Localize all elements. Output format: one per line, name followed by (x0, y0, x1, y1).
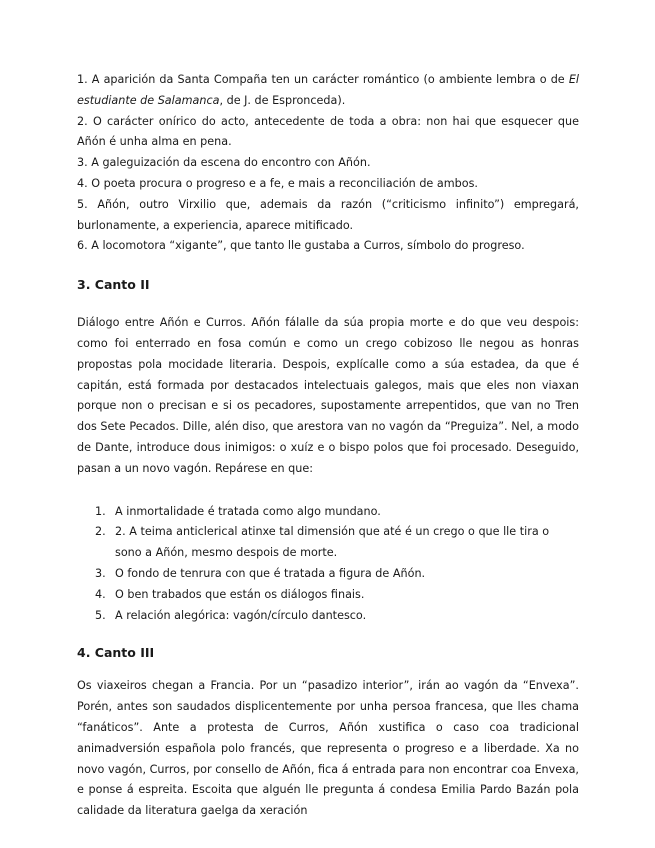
canto2-list-item (95, 585, 579, 606)
intro-item-1-text: 1. A aparición da Santa Compaña ten un carácter romántico (o ambiente lembra o de (77, 73, 569, 86)
canto3-paragraph: Os viaxeiros chegan a Francia. Por un “pasadizo interior”, irán ao vagón da “Envexa”. Porén, antes son saudados displicentemente por unha persoa francesa, que lles chama “fanáticos”. Ante a protesta de Curros, Añón xustifica o caso coa tradicional animadversión española polo francés, que representa o progreso e a liberdade. Xa no novo vagón, Curros, por consello de Añón, fica á entrada para non encontrar coa Envexa, e ponse á espreita. Escoita que alguén lle pregunta á condesa Emilia Pardo Bazán pola calidade da literatura gaelga da xeración (77, 679, 579, 818)
list-item-number: 2. (95, 525, 106, 539)
canto2-paragraph: Diálogo entre Añón e Curros. Añón fálalle da súa propia morte e do que veu despois: como foi enterrado en fosa común e como un crego cobizoso lle negou as honras propostas pola mocidade literaria. Despois, explícalle como a súa estadea, da que é capitán, está formada por destacados intelectuais galegos, mais que eles non viaxan porque non o precisan e si os pecadores, supostamente arrepentidos, que van no Tren dos Sete Pecados. Dille, alén diso, que arestora van no vagón da “Preguiza”. Nel, a modo de Dante, introduce dous inimigos: o xuíz e o bispo polos que foi procesado. Deseguido, pasan a un novo vagón. Repárese en que: (77, 316, 579, 475)
list-item-number: 5. (95, 608, 106, 622)
canto2-list-item (95, 606, 579, 627)
canto2-list (77, 502, 579, 627)
intro-list (77, 70, 579, 257)
canto2-list-item (95, 502, 579, 523)
list-item-text: O fondo de tenrura con que é tratada a figura de Añón. (115, 566, 426, 580)
canto3-heading: 4. Canto III (77, 645, 155, 661)
canto2-list-item (95, 564, 579, 585)
canto2-list-item (95, 522, 579, 564)
intro-item-1-italic-title: El estudiante de Salamanca (77, 73, 579, 107)
list-item-text: O ben trabados que están os diálogos finais. (115, 587, 365, 601)
list-item-text: A inmortalidade é tratada como algo mundano. (115, 504, 381, 518)
intro-item-5: 5. Añón, outro Virxilio que, ademais da razón (“criticismo infinito”) empregará, burlonamente, a experiencia, aparece mitificado. (77, 197, 579, 232)
intro-item-1 (77, 70, 579, 112)
list-item-text: A relación alegórica: vagón/círculo dantesco. (115, 608, 367, 622)
intro-item-6: 6. A locomotora “xigante”, que tanto lle gustaba a Curros, símbolo do progreso. (77, 239, 525, 253)
list-item-text: 2. A teima anticlerical atinxe tal dimensión que até é un crego o que lle tira o sono a Añón, mesmo despois de morte. (115, 525, 550, 560)
list-item-number: 3. (95, 566, 106, 580)
intro-item-1-text-end: , de J. de Espronceda). (219, 93, 346, 107)
intro-item-4: 4. O poeta procura o progreso e a fe, e mais a reconciliación de ambos. (77, 176, 478, 190)
list-item-number: 1. (95, 504, 106, 518)
intro-item-2: 2. O carácter onírico do acto, antecedente de toda a obra: non hai que esquecer que Añón é unha alma en pena. (77, 114, 579, 149)
intro-item-3: 3. A galeguización da escena do encontro con Añón. (77, 156, 371, 170)
canto2-heading: 3. Canto II (77, 277, 150, 293)
list-item-number: 4. (95, 587, 106, 601)
